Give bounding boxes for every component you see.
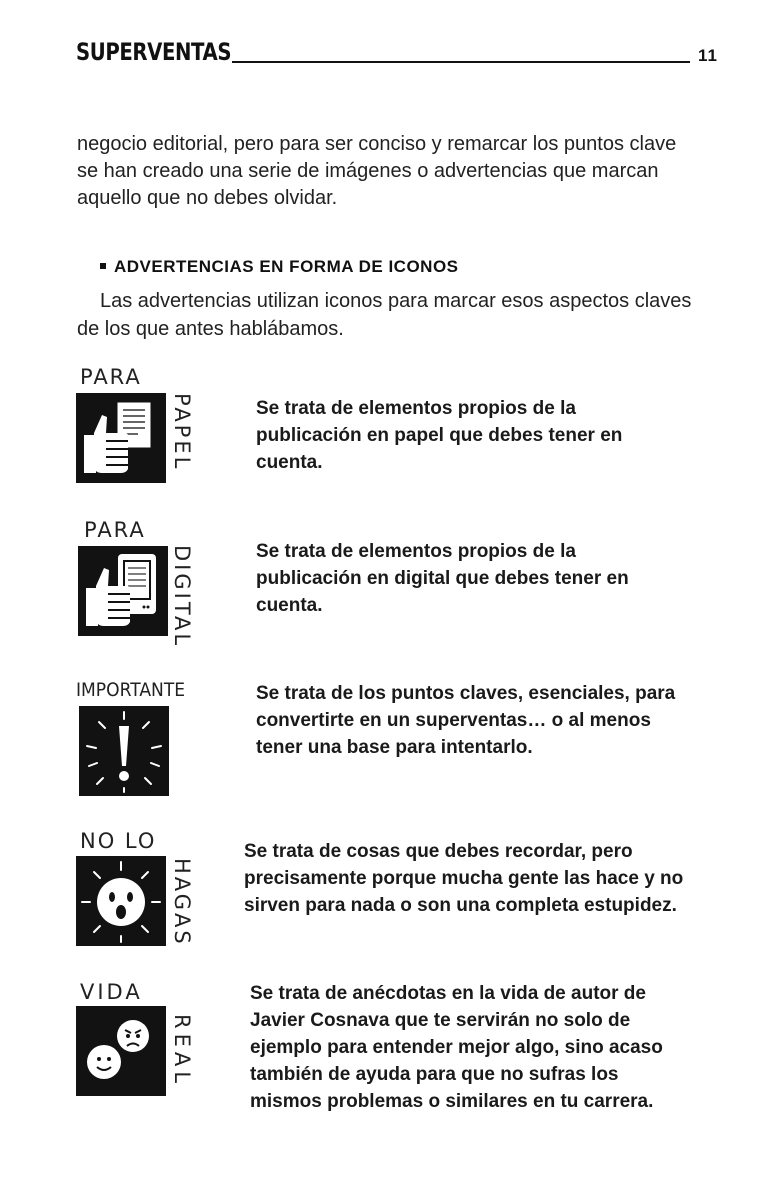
running-header-title: SUPERVENTAS	[76, 38, 232, 66]
page-number: 11	[698, 46, 718, 65]
two-faces-icon	[76, 1006, 166, 1096]
exclamation-icon	[79, 706, 169, 796]
section-heading	[100, 257, 459, 277]
icon-label-importante: IMPORTANTE	[76, 679, 186, 701]
section-heading-text: ADVERTENCIAS EN FORMA DE ICONOS	[114, 257, 459, 276]
header-rule	[232, 61, 690, 63]
icon-label-no-lo: NO LO	[80, 829, 157, 853]
icon-description-digital: Se trata de elementos propios de la publicación en digital que debes tener en cuenta.	[256, 541, 629, 616]
thumbs-up-tablet-icon	[78, 546, 168, 636]
thumbs-up-paper-icon	[76, 393, 166, 483]
icon-label-real: REAL	[170, 1014, 194, 1088]
icon-description-importante: Se trata de los puntos claves, esenciales, para convertirte en un superventas… o al menos tener una base para intentarlo.	[256, 683, 676, 758]
icon-label-hagas: HAGAS	[170, 858, 194, 947]
bullet-square	[100, 263, 106, 269]
icon-label-digital: DIGITAL	[170, 545, 194, 649]
icon-label-papel: PAPEL	[170, 393, 194, 472]
section-lead-paragraph: Las advertencias utilizan iconos para marcar esos aspectos claves de los que antes hablábamos.	[77, 290, 692, 340]
icon-label-para: PARA	[84, 518, 146, 542]
icon-label-vida: VIDA	[80, 980, 143, 1004]
icon-description-no-lo-hagas: Se trata de cosas que debes recordar, pero precisamente porque mucha gente las hace y no sirven para nada o son una completa estupidez.	[244, 841, 684, 916]
icon-description-vida-real: Se trata de anécdotas en la vida de autor de Javier Cosnava que te servirán no solo de ejemplo para entender mejor algo, sino acaso también de ayuda para que no sufras los mismos problemas o similares en tu carrera.	[250, 983, 663, 1112]
icon-label-para: PARA	[80, 365, 142, 389]
icon-description-papel: Se trata de elementos propios de la publicación en papel que debes tener en cuenta.	[256, 398, 623, 473]
shocked-face-icon	[76, 856, 166, 946]
intro-paragraph: negocio editorial, pero para ser conciso y remarcar los puntos clave se han creado una serie de imágenes o advertencias que marcan aquello que no debes olvidar.	[77, 133, 677, 209]
